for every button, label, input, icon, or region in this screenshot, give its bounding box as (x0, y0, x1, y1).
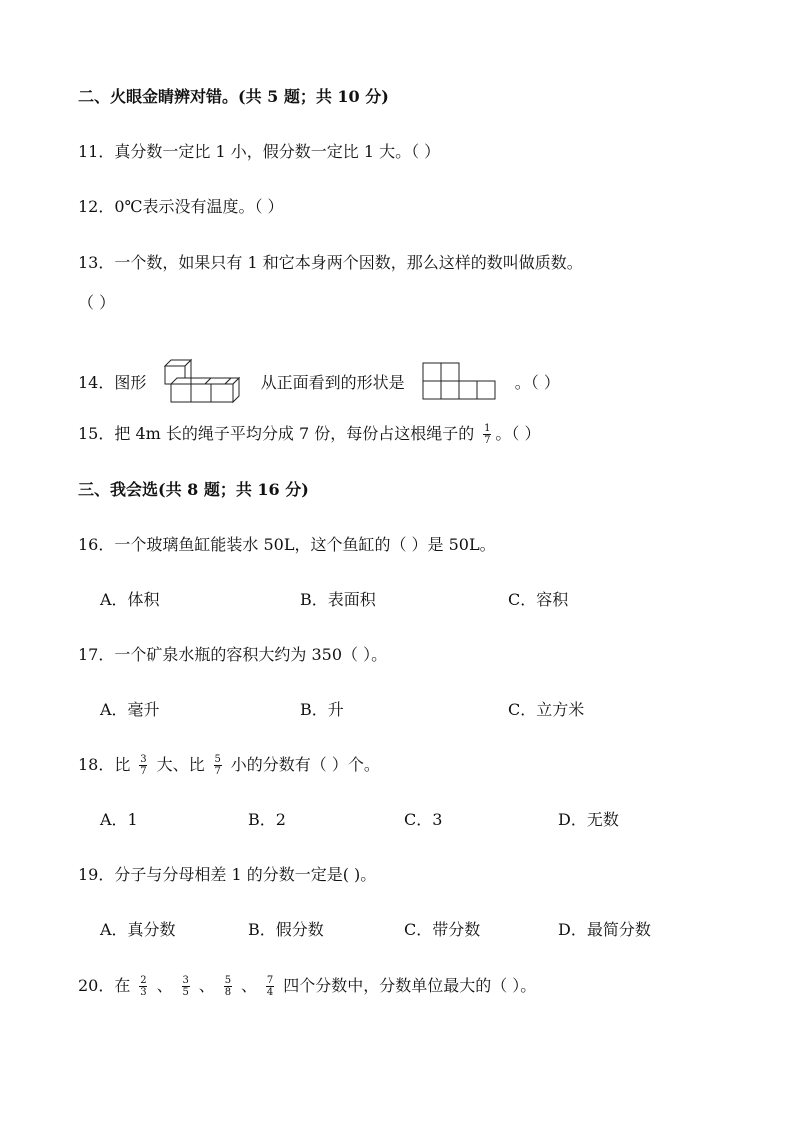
question-number: 11． (78, 142, 115, 161)
option-c[interactable]: C．3 (404, 810, 443, 829)
question-19 (78, 865, 376, 885)
section-2-title: 二、火眼金睛辨对错。(共 5 题；共 10 分) (78, 87, 389, 106)
option-d[interactable]: D．无数 (558, 810, 619, 829)
option-a[interactable]: A．1 (100, 810, 138, 829)
question-text: 。（ ） (495, 424, 541, 443)
question-text: 大、比 (156, 755, 205, 774)
question-17 (78, 645, 387, 665)
separator: 、 (198, 976, 215, 995)
question-text: 把 4m 长的绳子平均分成 7 份，每份占这根绳子的 (114, 424, 475, 443)
question-number: 19． (78, 865, 115, 884)
question-15 (78, 423, 540, 446)
option-a[interactable]: A．真分数 (100, 920, 176, 939)
question-number: 14． (78, 373, 115, 392)
fraction: $\frac{2}{3}$ (140, 975, 147, 998)
separator: 、 (240, 976, 257, 995)
fraction: $\frac{5}{8}$ (224, 975, 232, 998)
question-number: 18． (78, 755, 115, 774)
option-c[interactable]: C．立方米 (508, 700, 585, 719)
question-text: 0℃表示没有温度。（ ） (114, 197, 284, 216)
fraction: $\frac{3}{7}$ (140, 754, 147, 777)
question-text: 图形 (114, 373, 147, 392)
question-text: 从正面看到的形状是 (260, 373, 405, 392)
option-b[interactable]: B．2 (248, 810, 286, 829)
option-c[interactable]: C．容积 (508, 590, 569, 609)
question-text: 比 (114, 755, 131, 774)
question-number: 20． (78, 976, 115, 995)
option-b[interactable]: B．假分数 (248, 920, 324, 939)
question-14 (78, 358, 560, 409)
option-b[interactable]: B．升 (300, 700, 344, 719)
question-12 (78, 197, 284, 217)
question-number: 17． (78, 645, 115, 664)
section-3-title: 三、我会选(共 8 题；共 16 分) (78, 480, 309, 499)
question-text: 在 (114, 976, 131, 995)
option-d[interactable]: D．最简分数 (558, 920, 651, 939)
fraction: $\frac{5}{7}$ (214, 754, 221, 777)
question-20 (78, 975, 536, 998)
question-text: 小的分数有（ ）个。 (230, 755, 380, 774)
fraction: $\frac{3}{5}$ (182, 975, 189, 998)
question-text: 一个数，如果只有 1 和它本身两个因数，那么这样的数叫做质数。 (114, 253, 583, 272)
option-c[interactable]: C．带分数 (404, 920, 481, 939)
question-text: 一个矿泉水瓶的容积大约为 350（ ）。 (114, 645, 388, 664)
question-text: 分子与分母相差 1 的分数一定是( )。 (114, 865, 377, 884)
separator: 、 (156, 976, 173, 995)
question-text: 真分数一定比 1 小，假分数一定比 1 大。（ ） (114, 142, 441, 161)
question-text: 四个分数中，分数单位最大的（ ）。 (283, 976, 537, 995)
option-a[interactable]: A．体积 (100, 590, 160, 609)
question-13-answer-paren: （ ） (78, 293, 116, 312)
question-16 (78, 535, 496, 555)
question-11 (78, 142, 440, 162)
question-13 (78, 253, 583, 273)
question-text: 一个玻璃鱼缸能装水 50L，这个鱼缸的（ ）是 50L。 (114, 535, 496, 554)
cube-stack-figure-icon (163, 358, 243, 409)
question-number: 16． (78, 535, 115, 554)
question-number: 13． (78, 253, 115, 272)
question-number: 15． (78, 424, 115, 443)
option-b[interactable]: B．表面积 (300, 590, 376, 609)
question-text: 。（ ） (514, 373, 560, 392)
option-a[interactable]: A．毫升 (100, 700, 160, 719)
fraction: $\frac{7}{4}$ (266, 975, 274, 998)
question-18 (78, 754, 380, 777)
question-number: 12． (78, 197, 115, 216)
front-view-grid-icon (422, 362, 498, 405)
fraction: $\frac{1}{7}$ (484, 423, 491, 446)
